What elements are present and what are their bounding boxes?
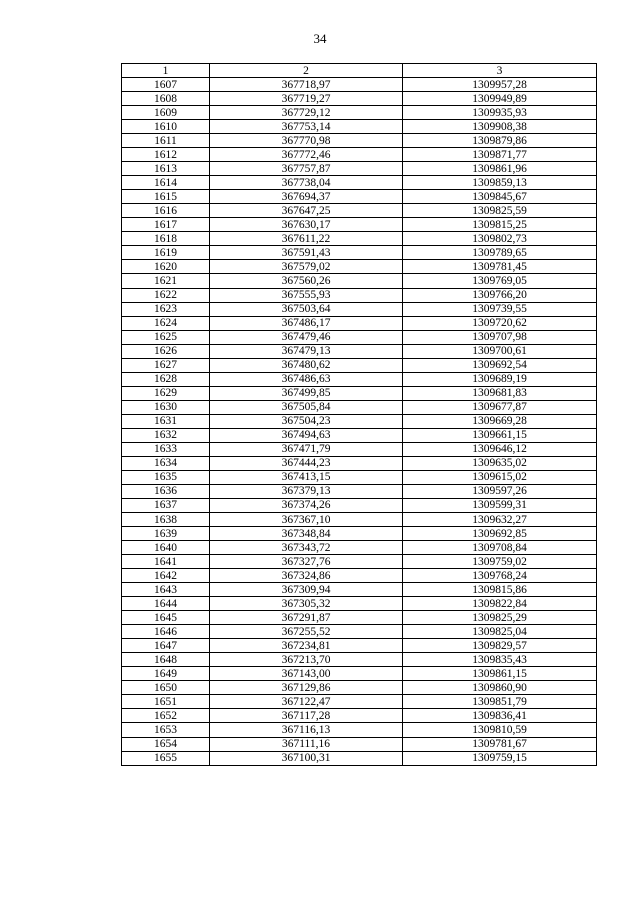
table-row — [122, 120, 597, 134]
point-number-cell: 1613 — [122, 162, 210, 176]
x-coordinate-cell: 367367,10 — [210, 513, 403, 527]
table-row — [122, 316, 597, 330]
point-number-cell: 1626 — [122, 344, 210, 358]
table-row — [122, 442, 597, 456]
table-row — [122, 681, 597, 695]
y-coordinate-cell: 1309597,26 — [403, 484, 597, 498]
table-row — [122, 597, 597, 611]
y-coordinate-cell: 1309879,86 — [403, 134, 597, 148]
table-row — [122, 428, 597, 442]
y-coordinate-cell: 1309759,15 — [403, 751, 597, 765]
point-number-cell: 1625 — [122, 330, 210, 344]
point-number-cell: 1647 — [122, 639, 210, 653]
table-row — [122, 513, 597, 527]
point-number-cell: 1645 — [122, 611, 210, 625]
point-number-cell: 1643 — [122, 583, 210, 597]
table-row — [122, 723, 597, 737]
y-coordinate-cell: 1309802,73 — [403, 232, 597, 246]
x-coordinate-cell: 367719,27 — [210, 92, 403, 106]
y-coordinate-cell: 1309810,59 — [403, 723, 597, 737]
y-coordinate-cell: 1309615,02 — [403, 470, 597, 484]
x-coordinate-cell: 367379,13 — [210, 484, 403, 498]
y-coordinate-cell: 1309781,45 — [403, 260, 597, 274]
y-coordinate-cell: 1309845,67 — [403, 190, 597, 204]
y-coordinate-cell: 1309635,02 — [403, 456, 597, 470]
table-row — [122, 541, 597, 555]
table-row — [122, 470, 597, 484]
x-coordinate-cell: 367374,26 — [210, 498, 403, 512]
point-number-cell: 1621 — [122, 274, 210, 288]
y-coordinate-cell: 1309949,89 — [403, 92, 597, 106]
x-coordinate-cell: 367591,43 — [210, 246, 403, 260]
x-coordinate-cell: 367100,31 — [210, 751, 403, 765]
y-coordinate-cell: 1309835,43 — [403, 653, 597, 667]
y-coordinate-cell: 1309815,25 — [403, 218, 597, 232]
point-number-cell: 1628 — [122, 372, 210, 386]
point-number-cell: 1634 — [122, 456, 210, 470]
y-coordinate-cell: 1309766,20 — [403, 288, 597, 302]
table-row — [122, 204, 597, 218]
x-coordinate-cell: 367499,85 — [210, 386, 403, 400]
y-coordinate-cell: 1309681,83 — [403, 386, 597, 400]
y-coordinate-cell: 1309768,24 — [403, 569, 597, 583]
point-number-cell: 1635 — [122, 470, 210, 484]
table-row — [122, 400, 597, 414]
point-number-cell: 1650 — [122, 681, 210, 695]
y-coordinate-cell: 1309822,84 — [403, 597, 597, 611]
point-number-cell: 1610 — [122, 120, 210, 134]
point-number-cell: 1611 — [122, 134, 210, 148]
point-number-cell: 1623 — [122, 302, 210, 316]
point-number-cell: 1649 — [122, 667, 210, 681]
point-number-cell: 1618 — [122, 232, 210, 246]
x-coordinate-cell: 367503,64 — [210, 302, 403, 316]
table-row — [122, 330, 597, 344]
point-number-cell: 1652 — [122, 709, 210, 723]
y-coordinate-cell: 1309661,15 — [403, 428, 597, 442]
table-row — [122, 751, 597, 765]
point-number-cell: 1653 — [122, 723, 210, 737]
x-coordinate-cell: 367494,63 — [210, 428, 403, 442]
point-number-cell: 1624 — [122, 316, 210, 330]
point-number-cell: 1627 — [122, 358, 210, 372]
y-coordinate-cell: 1309851,79 — [403, 695, 597, 709]
x-coordinate-cell: 367479,46 — [210, 330, 403, 344]
y-coordinate-cell: 1309632,27 — [403, 513, 597, 527]
table-row — [122, 106, 597, 120]
table-row — [122, 484, 597, 498]
x-coordinate-cell: 367327,76 — [210, 555, 403, 569]
table-row — [122, 372, 597, 386]
table-row — [122, 232, 597, 246]
point-number-cell: 1630 — [122, 400, 210, 414]
table-row — [122, 260, 597, 274]
x-coordinate-cell: 367291,87 — [210, 611, 403, 625]
x-coordinate-cell: 367471,79 — [210, 442, 403, 456]
x-coordinate-cell: 367348,84 — [210, 527, 403, 541]
page-number: 34 — [313, 31, 327, 46]
y-coordinate-cell: 1309692,54 — [403, 358, 597, 372]
table-row — [122, 737, 597, 751]
x-coordinate-cell: 367630,17 — [210, 218, 403, 232]
x-coordinate-cell: 367343,72 — [210, 541, 403, 555]
table-row — [122, 498, 597, 512]
x-coordinate-cell: 367555,93 — [210, 288, 403, 302]
x-coordinate-cell: 367505,84 — [210, 400, 403, 414]
column-header-number: 1 — [122, 64, 210, 78]
y-coordinate-cell: 1309781,67 — [403, 737, 597, 751]
y-coordinate-cell: 1309707,98 — [403, 330, 597, 344]
column-header-y: 3 — [403, 64, 597, 78]
table-row — [122, 569, 597, 583]
table-row — [122, 78, 597, 92]
y-coordinate-cell: 1309825,04 — [403, 625, 597, 639]
y-coordinate-cell: 1309815,86 — [403, 583, 597, 597]
table-row — [122, 344, 597, 358]
x-coordinate-cell: 367579,02 — [210, 260, 403, 274]
table-row — [122, 134, 597, 148]
x-coordinate-cell: 367309,94 — [210, 583, 403, 597]
x-coordinate-cell: 367772,46 — [210, 148, 403, 162]
point-number-cell: 1641 — [122, 555, 210, 569]
x-coordinate-cell: 367117,28 — [210, 709, 403, 723]
x-coordinate-cell: 367480,62 — [210, 358, 403, 372]
x-coordinate-cell: 367757,87 — [210, 162, 403, 176]
point-number-cell: 1609 — [122, 106, 210, 120]
x-coordinate-cell: 367324,86 — [210, 569, 403, 583]
x-coordinate-cell: 367413,15 — [210, 470, 403, 484]
point-number-cell: 1655 — [122, 751, 210, 765]
y-coordinate-cell: 1309720,62 — [403, 316, 597, 330]
x-coordinate-cell: 367486,17 — [210, 316, 403, 330]
y-coordinate-cell: 1309871,77 — [403, 148, 597, 162]
point-number-cell: 1617 — [122, 218, 210, 232]
table-row — [122, 162, 597, 176]
table-row — [122, 302, 597, 316]
y-coordinate-cell: 1309859,13 — [403, 176, 597, 190]
y-coordinate-cell: 1309646,12 — [403, 442, 597, 456]
point-number-cell: 1639 — [122, 527, 210, 541]
point-number-cell: 1644 — [122, 597, 210, 611]
table-row — [122, 611, 597, 625]
point-number-cell: 1632 — [122, 428, 210, 442]
x-coordinate-cell: 367729,12 — [210, 106, 403, 120]
table-row — [122, 274, 597, 288]
point-number-cell: 1637 — [122, 498, 210, 512]
table-body — [122, 78, 597, 766]
point-number-cell: 1631 — [122, 414, 210, 428]
y-coordinate-cell: 1309829,57 — [403, 639, 597, 653]
y-coordinate-cell: 1309689,19 — [403, 372, 597, 386]
point-number-cell: 1608 — [122, 92, 210, 106]
y-coordinate-cell: 1309677,87 — [403, 400, 597, 414]
point-number-cell: 1616 — [122, 204, 210, 218]
table-row — [122, 583, 597, 597]
table-row — [122, 639, 597, 653]
point-number-cell: 1620 — [122, 260, 210, 274]
y-coordinate-cell: 1309825,59 — [403, 204, 597, 218]
point-number-cell: 1614 — [122, 176, 210, 190]
table-row — [122, 653, 597, 667]
x-coordinate-cell: 367116,13 — [210, 723, 403, 737]
y-coordinate-cell: 1309739,55 — [403, 302, 597, 316]
x-coordinate-cell: 367143,00 — [210, 667, 403, 681]
x-coordinate-cell: 367111,16 — [210, 737, 403, 751]
y-coordinate-cell: 1309769,05 — [403, 274, 597, 288]
x-coordinate-cell: 367504,23 — [210, 414, 403, 428]
y-coordinate-cell: 1309599,31 — [403, 498, 597, 512]
y-coordinate-cell: 1309700,61 — [403, 344, 597, 358]
point-number-cell: 1636 — [122, 484, 210, 498]
point-number-cell: 1629 — [122, 386, 210, 400]
x-coordinate-cell: 367718,97 — [210, 78, 403, 92]
point-number-cell: 1607 — [122, 78, 210, 92]
table-row — [122, 288, 597, 302]
y-coordinate-cell: 1309669,28 — [403, 414, 597, 428]
y-coordinate-cell: 1309861,96 — [403, 162, 597, 176]
x-coordinate-cell: 367560,26 — [210, 274, 403, 288]
point-number-cell: 1633 — [122, 442, 210, 456]
point-number-cell: 1612 — [122, 148, 210, 162]
point-number-cell: 1638 — [122, 513, 210, 527]
y-coordinate-cell: 1309789,65 — [403, 246, 597, 260]
table-row — [122, 667, 597, 681]
table-row — [122, 358, 597, 372]
x-coordinate-cell: 367234,81 — [210, 639, 403, 653]
x-coordinate-cell: 367213,70 — [210, 653, 403, 667]
table-row — [122, 246, 597, 260]
x-coordinate-cell: 367753,14 — [210, 120, 403, 134]
y-coordinate-cell: 1309957,28 — [403, 78, 597, 92]
y-coordinate-cell: 1309759,02 — [403, 555, 597, 569]
x-coordinate-cell: 367694,37 — [210, 190, 403, 204]
coordinates-table — [121, 63, 597, 766]
x-coordinate-cell: 367770,98 — [210, 134, 403, 148]
column-header-x: 2 — [210, 64, 403, 78]
table-row — [122, 555, 597, 569]
point-number-cell: 1622 — [122, 288, 210, 302]
x-coordinate-cell: 367129,86 — [210, 681, 403, 695]
y-coordinate-cell: 1309908,38 — [403, 120, 597, 134]
point-number-cell: 1651 — [122, 695, 210, 709]
x-coordinate-cell: 367611,22 — [210, 232, 403, 246]
y-coordinate-cell: 1309836,41 — [403, 709, 597, 723]
x-coordinate-cell: 367255,52 — [210, 625, 403, 639]
table-row — [122, 456, 597, 470]
point-number-cell: 1640 — [122, 541, 210, 555]
table-header-row — [122, 64, 597, 78]
y-coordinate-cell: 1309825,29 — [403, 611, 597, 625]
point-number-cell: 1615 — [122, 190, 210, 204]
table-row — [122, 92, 597, 106]
table-row — [122, 709, 597, 723]
x-coordinate-cell: 367738,04 — [210, 176, 403, 190]
table-row — [122, 414, 597, 428]
table-row — [122, 190, 597, 204]
point-number-cell: 1648 — [122, 653, 210, 667]
table-row — [122, 176, 597, 190]
table-row — [122, 148, 597, 162]
point-number-cell: 1619 — [122, 246, 210, 260]
y-coordinate-cell: 1309860,90 — [403, 681, 597, 695]
x-coordinate-cell: 367305,32 — [210, 597, 403, 611]
table-row — [122, 625, 597, 639]
y-coordinate-cell: 1309708,84 — [403, 541, 597, 555]
table-row — [122, 527, 597, 541]
table-row — [122, 695, 597, 709]
x-coordinate-cell: 367486,63 — [210, 372, 403, 386]
point-number-cell: 1642 — [122, 569, 210, 583]
table-row — [122, 218, 597, 232]
y-coordinate-cell: 1309692,85 — [403, 527, 597, 541]
point-number-cell: 1646 — [122, 625, 210, 639]
x-coordinate-cell: 367647,25 — [210, 204, 403, 218]
y-coordinate-cell: 1309935,93 — [403, 106, 597, 120]
x-coordinate-cell: 367444,23 — [210, 456, 403, 470]
y-coordinate-cell: 1309861,15 — [403, 667, 597, 681]
x-coordinate-cell: 367122,47 — [210, 695, 403, 709]
point-number-cell: 1654 — [122, 737, 210, 751]
table-row — [122, 386, 597, 400]
x-coordinate-cell: 367479,13 — [210, 344, 403, 358]
